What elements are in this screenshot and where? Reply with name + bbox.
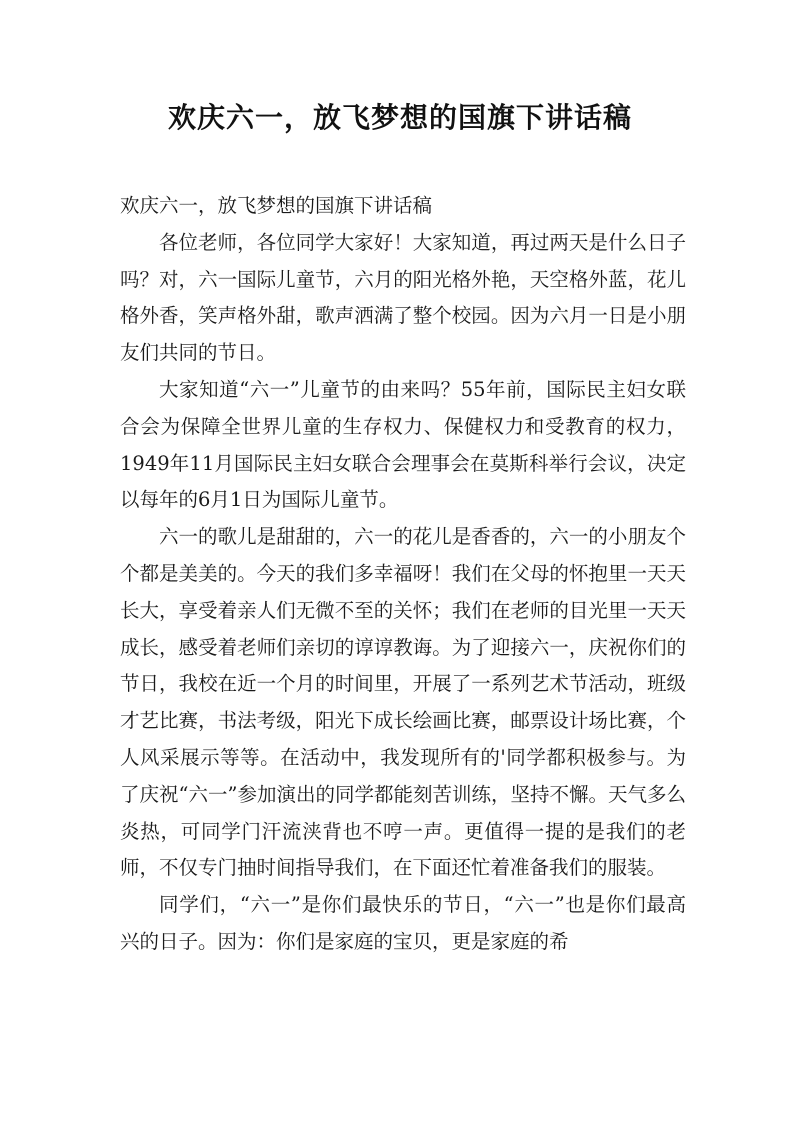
document-subtitle: 欢庆六一，放飞梦想的国旗下讲话稿 — [120, 194, 433, 217]
paragraph: 同学们，“六一”是你们最快乐的节日，“六一”也是你们最高兴的日子。因为：你们是家庭的宝贝，更是家庭的希 — [120, 893, 686, 953]
paragraph: 大家知道“六一”儿童节的由来吗？55年前，国际民主妇女联合会为保障全世界儿童的生存权力、保健权力和受教育的权力，1949年11月国际民主妇女联合会理事会在莫斯科举行会议，决定以每年的6月1日为国际儿童节。 — [120, 377, 686, 512]
paragraph: 六一的歌儿是甜甜的，六一的花儿是香香的，六一的小朋友个个都是美美的。今天的我们多幸福呀！我们在父母的怀抱里一天天长大，享受着亲人们无微不至的关怀；我们在老师的目光里一天天成长，感受着老师们亲切的谆谆教诲。为了迎接六一，庆祝你们的节日，我校在近一个月的时间里，开展了一系列艺术节活动，班级才艺比赛，书法考级，阳光下成长绘画比赛，邮票设计场比赛，个人风采展示等等。在活动中，我发现所有的'同学都积极参与。为了庆祝“六一”参加演出的同学都能刻苦训练，坚持不懈。天气多么炎热，可同学门汗流浃背也不哼一声。更值得一提的是我们的老师，不仅专门抽时间指导我们，在下面还忙着准备我们的服装。 — [120, 525, 686, 880]
document-title: 欢庆六一，放飞梦想的国旗下讲话稿 — [167, 101, 632, 134]
paragraph: 各位老师，各位同学大家好！大家知道，再过两天是什么日子吗？对，六一国际儿童节，六月的阳光格外艳，天空格外蓝，花儿格外香，笑声格外甜，歌声洒满了整个校园。因为六月一日是小朋友们共同的节日。 — [120, 230, 686, 365]
document-body — [120, 188, 686, 961]
